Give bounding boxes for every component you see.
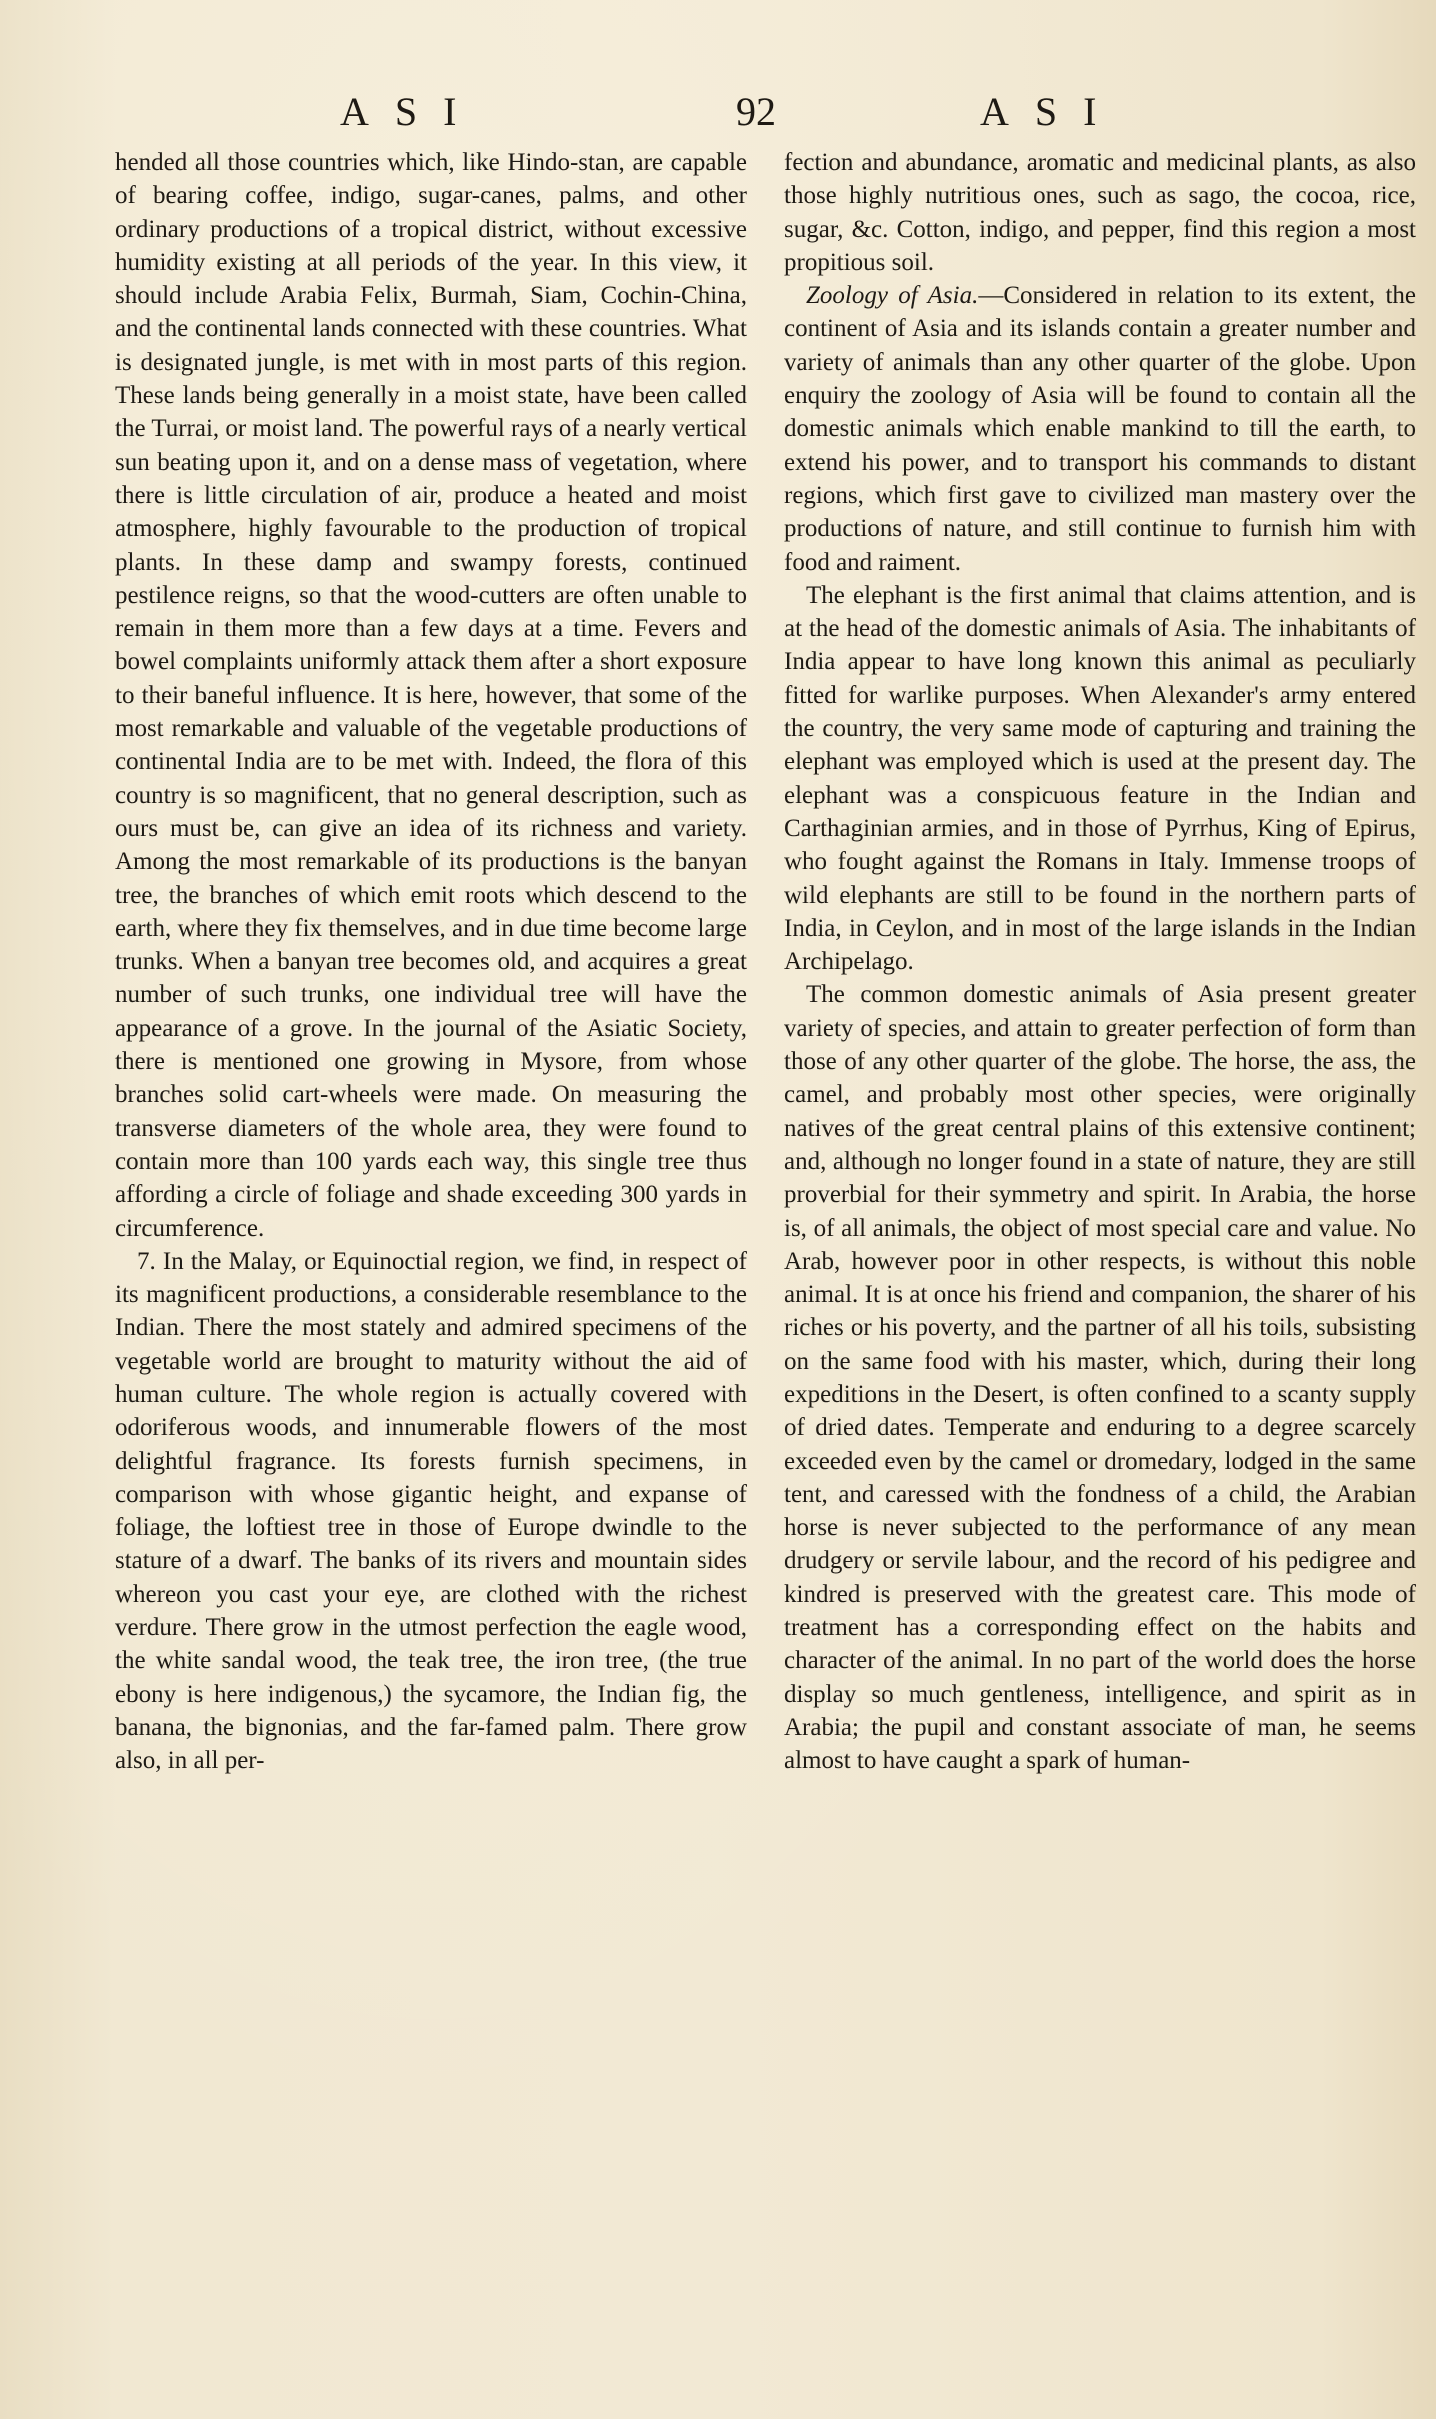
running-header	[0, 88, 1436, 138]
paragraph-tropical-region: hended all those countries which, like Hindo-stan, are capable of bearing coffee, indigo, sugar-canes, palms, and other ordinary productions of a tropical district, without excessive humidity existing at all periods of the year. In this view, it should include Arabia Felix, Burmah, Siam, Cochin-China, and the continental lands connected with these countries. What is designated jungle, is met with in most parts of this region. These lands being generally in a moist state, have been called the Turrai, or moist land. The powerful rays of a nearly vertical sun beating upon it, and on a dense mass of vegetation, where there is little circulation of air, produce a heated and moist atmosphere, highly favourable to the production of tropical plants. In these damp and swampy forests, continued pestilence reigns, so that the wood-cutters are often unable to remain in them more than a few days at a time. Fevers and bowel complaints uniformly attack them after a short exposure to their baneful influence. It is here, however, that some of the most remarkable and valuable of the vegetable productions of continental India are to be met with. Indeed, the flora of this country is so magnificent, that no general description, such as ours must be, can give an idea of its richness and variety. Among the most remarkable of its productions is the banyan tree, the branches of which emit roots which descend to the earth, where they fix themselves, and in due time become large trunks. When a banyan tree becomes old, and acquires a great number of such trunks, one individual tree will have the appearance of a grove. In the journal of the Asiatic Society, there is mentioned one growing in Mysore, from whose branches solid cart-wheels were made. On measuring the transverse diameters of the whole area, they were found to contain more than 100 yards each way, this single tree thus affording a circle of foliage and shade exceeding 300 yards in circumference.	[115, 149, 748, 1242]
paragraph-zoology	[784, 279, 1416, 579]
right-column	[784, 146, 1416, 1778]
left-column	[115, 146, 747, 1778]
page-number: 92	[736, 89, 776, 134]
paragraph-domestic-animals: The common domestic animals of Asia present greater variety of species, and attain to greater perfection of form than those of any other quarter of the globe. The horse, the ass, the camel, and probably most other species, were originally natives of the great central plains of this extensive continent; and, although no longer found in a state of nature, they are still proverbial for their symmetry and spirit. In Arabia, the horse is, of all animals, the object of most special care and value. No Arab, however poor in other respects, is without this noble animal. It is at once his friend and companion, the sharer of his riches or his poverty, and the partner of all his toils, subsisting on the same food with his master, which, during their long expeditions in the Desert, is often confined to a scanty supply of dried dates. Temperate and enduring to a degree scarcely exceeded even by the camel or dromedary, lodged in the same tent, and caressed with the fondness of a child, the Arabian horse is never subjected to the performance of any mean drudgery or servile labour, and the record of his pedigree and kindred is preserved with the greatest care. This mode of treatment has a corresponding effect on the habits and character of the animal. In no part of the world does the horse display so much gentleness, intelligence, and spirit as in Arabia; the pupil and constant associate of man, he seems almost to have caught a spark of human-	[784, 981, 1416, 1775]
header-right-word: ASI	[980, 89, 1123, 134]
paragraph-malay-region: 7. In the Malay, or Equinoctial region, we find, in respect of its magnificent productions, a considerable resemblance to the Indian. There the most stately and admired specimens of the vegetable world are brought to maturity without the aid of human culture. The whole region is actually covered with odoriferous woods, and innumerable flowers of the most delightful fragrance. Its forests furnish specimens, in comparison with whose gigantic height, and expanse of foliage, the loftiest tree in those of Europe dwindle to the stature of a dwarf. The banks of its rivers and mountain sides whereon you cast your eye, are clothed with the richest verdure. There grow in the utmost perfection the eagle wood, the white sandal wood, the teak tree, the iron tree, (the true ebony is here indigenous,) the sycamore, the Indian fig, the banana, the bignonias, and the far-famed palm. There grow also, in all per-	[115, 1247, 747, 1775]
zoology-body: —Considered in relation to its extent, the continent of Asia and its islands contain a greater number and variety of animals than any other quarter of the globe. Upon enquiry the zoology of Asia will be found to contain all the domestic animals which enable mankind to till the earth, to extend his power, and to transport his commands to distant regions, which first gave to civilized man mastery over the productions of nature, and still continue to furnish him with food and raiment.	[784, 282, 1416, 576]
paragraph-malay-continued: fection and abundance, aromatic and medicinal plants, as also those highly nutritious ones, such as sago, the cocoa, rice, sugar, &c. Cotton, indigo, and pepper, find this region a most propitious soil.	[784, 149, 1416, 276]
header-left-word: ASI	[340, 89, 483, 134]
section-title-zoology: Zoology of Asia.	[806, 282, 979, 310]
paragraph-elephant: The elephant is the first animal that claims attention, and is at the head of the domestic animals of Asia. The inhabitants of India appear to have long known this animal as peculiarly fitted for warlike purposes. When Alexander's army entered the country, the very same mode of capturing and training the elephant was employed which is used at the present day. The elephant was a conspicuous feature in the Indian and Carthaginian armies, and in those of Pyrrhus, King of Epirus, who fought against the Romans in Italy. Immense troops of wild elephants are still to be found in the northern parts of India, in Ceylon, and in most of the large islands in the Indian Archipelago.	[784, 581, 1416, 976]
